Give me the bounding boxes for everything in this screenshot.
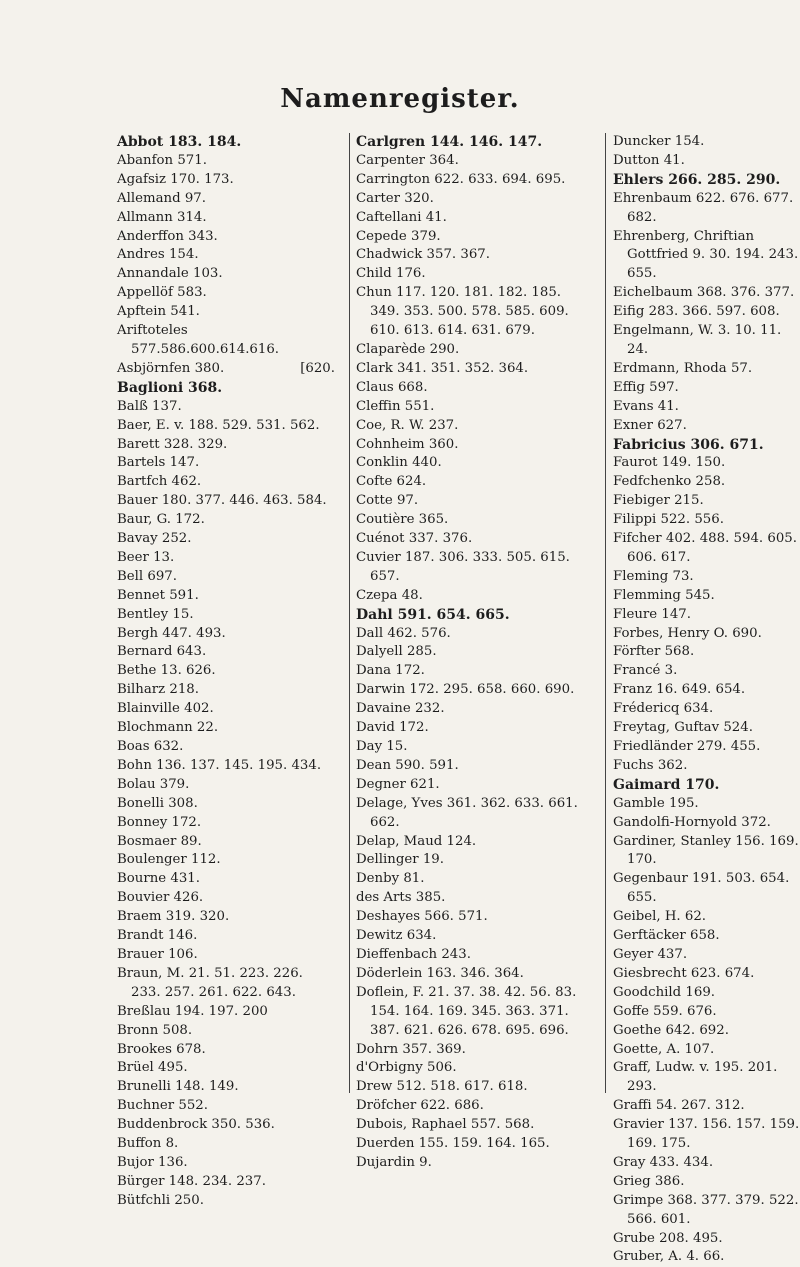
index-entry: Bujor 136. bbox=[117, 1154, 188, 1170]
index-entry: Chadwick 357. 367. bbox=[356, 247, 490, 263]
index-column-3 bbox=[613, 133, 800, 1267]
index-column-2 bbox=[356, 133, 586, 1173]
index-entry: Faurot 149. 150. bbox=[613, 455, 726, 471]
index-entry: Bourne 431. bbox=[117, 871, 200, 887]
index-entry bbox=[117, 360, 335, 379]
index-entry: Braun, M. 21. 51. 223. 226. 233. 257. 261. 622. 643. bbox=[117, 965, 303, 1000]
index-entry: Dewitz 634. bbox=[356, 928, 437, 944]
index-entry: Buffon 8. bbox=[117, 1136, 179, 1152]
index-entry: Bohn 136. 137. 145. 195. 434. bbox=[117, 757, 322, 773]
index-entry: Goette, A. 107. bbox=[613, 1041, 715, 1057]
index-entry: Goffe 559. 676. bbox=[613, 1003, 717, 1019]
index-entry: Franz 16. 649. 654. bbox=[613, 682, 746, 698]
index-entry: Bell 697. bbox=[117, 568, 177, 584]
index-entry: Fedfchenko 258. bbox=[613, 474, 726, 490]
index-entry: Geibel, H. 62. bbox=[613, 909, 707, 925]
index-entry: Gegenbaur 191. 503. 654. 655. bbox=[613, 871, 790, 906]
index-entry: Brauer 106. bbox=[117, 946, 198, 962]
index-entry: Dieffenbach 243. bbox=[356, 946, 471, 962]
index-entry: Balß 137. bbox=[117, 398, 182, 414]
index-entry: Bolau 379. bbox=[117, 776, 190, 792]
index-entry: Bürger 148. 234. 237. bbox=[117, 1173, 266, 1189]
index-column-1 bbox=[117, 133, 335, 1211]
index-entry: Claparède 290. bbox=[356, 341, 460, 357]
index-entry: Evans 41. bbox=[613, 398, 679, 414]
index-entry: Förfter 568. bbox=[613, 644, 695, 660]
index-entry: Delage, Yves 361. 362. 633. 661. 662. bbox=[356, 795, 578, 830]
index-entry: Drew 512. 518. 617. 618. bbox=[356, 1079, 528, 1095]
index-entry: Brüel 495. bbox=[117, 1060, 188, 1076]
index-entry: d'Orbigny 506. bbox=[356, 1060, 457, 1076]
index-entry: Allemand 97. bbox=[117, 190, 206, 206]
index-entry: Effig 597. bbox=[613, 379, 679, 395]
index-entry: Conklin 440. bbox=[356, 455, 442, 471]
index-entry: Deshayes 566. 571. bbox=[356, 909, 488, 925]
index-entry: Geyer 437. bbox=[613, 946, 688, 962]
index-entry: Dubois, Raphael 557. 568. bbox=[356, 1117, 535, 1133]
index-entry: Day 15. bbox=[356, 739, 408, 754]
index-entry: Gandolfi-Hornyold 372. bbox=[613, 814, 771, 830]
index-entry: Anderffon 343. bbox=[117, 228, 218, 244]
index-entry: Darwin 172. 295. 658. 660. 690. bbox=[356, 682, 575, 698]
index-entry: Agafsiz 170. 173. bbox=[117, 171, 234, 187]
index-entry: Dean 590. 591. bbox=[356, 757, 459, 773]
index-entry: Baur, G. 172. bbox=[117, 512, 205, 528]
index-entry: Flemming 545. bbox=[613, 587, 715, 603]
index-entry: Allmann 314. bbox=[117, 209, 207, 225]
index-entry: Baer, E. v. 188. 529. 531. 562. bbox=[117, 417, 320, 433]
index-entry: Bentley 15. bbox=[117, 606, 194, 622]
index-entry: Dall 462. 576. bbox=[356, 625, 451, 641]
index-entry: Bavay 252. bbox=[117, 531, 192, 547]
index-entry: Caftellani 41. bbox=[356, 209, 447, 225]
index-entry: Degner 621. bbox=[356, 776, 440, 792]
index-entry: Doflein, F. 21. 37. 38. 42. 56. 83. 154. 164. 169. 345. 363. 371. 387. 621. 626. 678. 695. 696. bbox=[356, 984, 577, 1038]
column-divider bbox=[605, 133, 606, 1093]
index-entry-continuation: [620. bbox=[300, 360, 335, 376]
index-entry: Delap, Maud 124. bbox=[356, 833, 477, 849]
index-entry: Boas 632. bbox=[117, 739, 184, 754]
index-entry: Bartels 147. bbox=[117, 455, 200, 471]
index-entry: Cotte 97. bbox=[356, 493, 419, 509]
index-entry: Dahl 591. 654. 665. bbox=[356, 606, 510, 623]
index-entry: Cuvier 187. 306. 333. 505. 615. 657. bbox=[356, 549, 570, 584]
index-entry: Gravier 137. 156. 157. 159. 169. 175. bbox=[613, 1117, 800, 1152]
column-divider bbox=[349, 133, 350, 1093]
name-index bbox=[0, 133, 800, 1265]
index-entry: Forbes, Henry O. 690. bbox=[613, 625, 762, 641]
index-entry: Bronn 508. bbox=[117, 1022, 193, 1038]
index-entry: Cepede 379. bbox=[356, 228, 441, 244]
index-entry: Fiebiger 215. bbox=[613, 493, 704, 509]
index-entry: Carter 320. bbox=[356, 190, 434, 206]
index-entry: Gamble 195. bbox=[613, 795, 699, 811]
index-entry: Dana 172. bbox=[356, 663, 425, 679]
index-entry: Cuénot 337. 376. bbox=[356, 531, 473, 547]
index-entry: Cofte 624. bbox=[356, 474, 427, 490]
index-entry: Eifig 283. 366. 597. 608. bbox=[613, 304, 780, 320]
index-entry: David 172. bbox=[356, 720, 429, 736]
index-entry: Bonelli 308. bbox=[117, 795, 198, 811]
index-entry: Carrington 622. 633. 694. 695. bbox=[356, 171, 566, 187]
index-entry: Brandt 146. bbox=[117, 928, 198, 944]
index-entry: Engelmann, W. 3. 10. 11. 24. bbox=[613, 323, 782, 357]
index-entry: Fuchs 362. bbox=[613, 757, 688, 773]
index-entry: Blochmann 22. bbox=[117, 720, 219, 736]
index-entry: Claus 668. bbox=[356, 379, 428, 395]
index-entry: Buddenbrock 350. 536. bbox=[117, 1117, 275, 1133]
index-entry: Freytag, Guftav 524. bbox=[613, 720, 753, 736]
index-entry: Filippi 522. 556. bbox=[613, 512, 724, 528]
index-entry: Abbot 183. 184. bbox=[117, 134, 242, 150]
index-entry: Döderlein 163. 346. 364. bbox=[356, 965, 524, 981]
index-entry: Fleure 147. bbox=[613, 606, 691, 622]
index-entry: Gruber, A. 4. 66. bbox=[613, 1249, 725, 1265]
index-entry: Bauer 180. 377. 446. 463. 584. bbox=[117, 493, 327, 509]
index-entry: Coe, R. W. 237. bbox=[356, 417, 459, 433]
index-entry: Duncker 154. bbox=[613, 134, 705, 149]
index-entry: Carpenter 364. bbox=[356, 152, 459, 168]
index-entry: Bennet 591. bbox=[117, 587, 199, 603]
index-entry: Gerftäcker 658. bbox=[613, 928, 720, 944]
index-entry: Abanfon 571. bbox=[117, 152, 207, 168]
index-entry: Blainville 402. bbox=[117, 701, 214, 717]
index-entry: Dalyell 285. bbox=[356, 644, 437, 660]
index-entry-text: Asbjörnfen 380. bbox=[117, 360, 225, 376]
index-entry: Giesbrecht 623. 674. bbox=[613, 965, 755, 981]
index-entry: Boulenger 112. bbox=[117, 852, 221, 868]
index-entry: Cohnheim 360. bbox=[356, 436, 459, 452]
index-entry: Andres 154. bbox=[117, 247, 199, 263]
index-entry: Gardiner, Stanley 156. 169. 170. bbox=[613, 833, 799, 868]
index-entry: Francé 3. bbox=[613, 663, 678, 679]
index-entry: Frédericq 634. bbox=[613, 701, 714, 717]
index-entry: Grube 208. 495. bbox=[613, 1230, 723, 1246]
index-entry: Davaine 232. bbox=[356, 701, 445, 717]
index-entry: Friedländer 279. 455. bbox=[613, 739, 761, 754]
index-entry: Gray 433. 434. bbox=[613, 1154, 714, 1170]
index-entry: Bergh 447. 493. bbox=[117, 625, 226, 641]
index-entry: Fleming 73. bbox=[613, 568, 694, 584]
index-entry: Beer 13. bbox=[117, 549, 175, 565]
index-entry: Clark 341. 351. 352. 364. bbox=[356, 360, 529, 376]
page-title: Namenregister. bbox=[280, 84, 520, 114]
index-entry: Chun 117. 120. 181. 182. 185. 349. 353. 500. 578. 585. 609. 610. 613. 614. 631. 679. bbox=[356, 285, 569, 339]
index-entry: Coutière 365. bbox=[356, 512, 449, 528]
index-entry: Brookes 678. bbox=[117, 1041, 206, 1057]
index-entry: Erdmann, Rhoda 57. bbox=[613, 360, 753, 376]
index-entry: Ariftoteles 577.586.600.614.616. bbox=[117, 323, 280, 357]
index-entry: Eichelbaum 368. 376. 377. bbox=[613, 285, 795, 301]
index-entry: Appellöf 583. bbox=[117, 285, 207, 301]
index-entry: Baglioni 368. bbox=[117, 379, 223, 396]
index-entry: Grieg 386. bbox=[613, 1173, 685, 1189]
index-entry: Bouvier 426. bbox=[117, 890, 204, 906]
index-entry: Exner 627. bbox=[613, 417, 687, 433]
index-entry: Graff, Ludw. v. 195. 201. 293. bbox=[613, 1060, 778, 1095]
index-entry: Bilharz 218. bbox=[117, 682, 199, 698]
index-entry: Graffi 54. 267. 312. bbox=[613, 1098, 745, 1114]
index-entry: Buchner 552. bbox=[117, 1098, 208, 1114]
index-entry: Apftein 541. bbox=[117, 304, 200, 320]
index-entry: Bernard 643. bbox=[117, 644, 207, 660]
index-entry: Goethe 642. 692. bbox=[613, 1022, 729, 1038]
index-entry: Brunelli 148. 149. bbox=[117, 1079, 239, 1095]
index-entry: Annandale 103. bbox=[117, 266, 223, 282]
index-entry: Bartfch 462. bbox=[117, 474, 202, 490]
index-entry: Goodchild 169. bbox=[613, 984, 716, 1000]
index-entry: Bosmaer 89. bbox=[117, 833, 202, 849]
index-entry: Denby 81. bbox=[356, 871, 425, 887]
index-entry: Czepa 48. bbox=[356, 587, 423, 603]
index-entry: Duerden 155. 159. 164. 165. bbox=[356, 1136, 550, 1152]
index-entry: Barett 328. 329. bbox=[117, 436, 228, 452]
index-entry: Bethe 13. 626. bbox=[117, 663, 216, 679]
index-entry: Ehlers 266. 285. 290. bbox=[613, 171, 781, 188]
index-entry: Braem 319. 320. bbox=[117, 909, 230, 925]
index-entry: Dellinger 19. bbox=[356, 852, 444, 868]
index-entry: Fifcher 402. 488. 594. 605. 606. 617. bbox=[613, 531, 797, 565]
index-entry: Carlgren 144. 146. 147. bbox=[356, 134, 543, 150]
index-entry: Cleffin 551. bbox=[356, 398, 435, 414]
index-entry: des Arts 385. bbox=[356, 890, 446, 906]
index-entry: Dohrn 357. 369. bbox=[356, 1041, 466, 1057]
index-entry: Bonney 172. bbox=[117, 814, 202, 830]
index-entry: Bütfchli 250. bbox=[117, 1192, 204, 1208]
index-entry: Gaimard 170. bbox=[613, 776, 720, 793]
index-entry: Fabricius 306. 671. bbox=[613, 436, 764, 453]
index-entry: Dröfcher 622. 686. bbox=[356, 1098, 484, 1114]
index-entry: Breßlau 194. 197. 200 bbox=[117, 1003, 268, 1019]
index-entry: Child 176. bbox=[356, 266, 426, 282]
index-entry: Dutton 41. bbox=[613, 152, 685, 168]
index-entry: Dujardin 9. bbox=[356, 1154, 432, 1170]
index-entry: Ehrenberg, Chriftian Gottfried 9. 30. 194. 243. 655. bbox=[613, 228, 799, 282]
index-entry: Grimpe 368. 377. 379. 522. 566. 601. bbox=[613, 1192, 799, 1227]
index-entry: Ehrenbaum 622. 676. 677. 682. bbox=[613, 190, 794, 225]
